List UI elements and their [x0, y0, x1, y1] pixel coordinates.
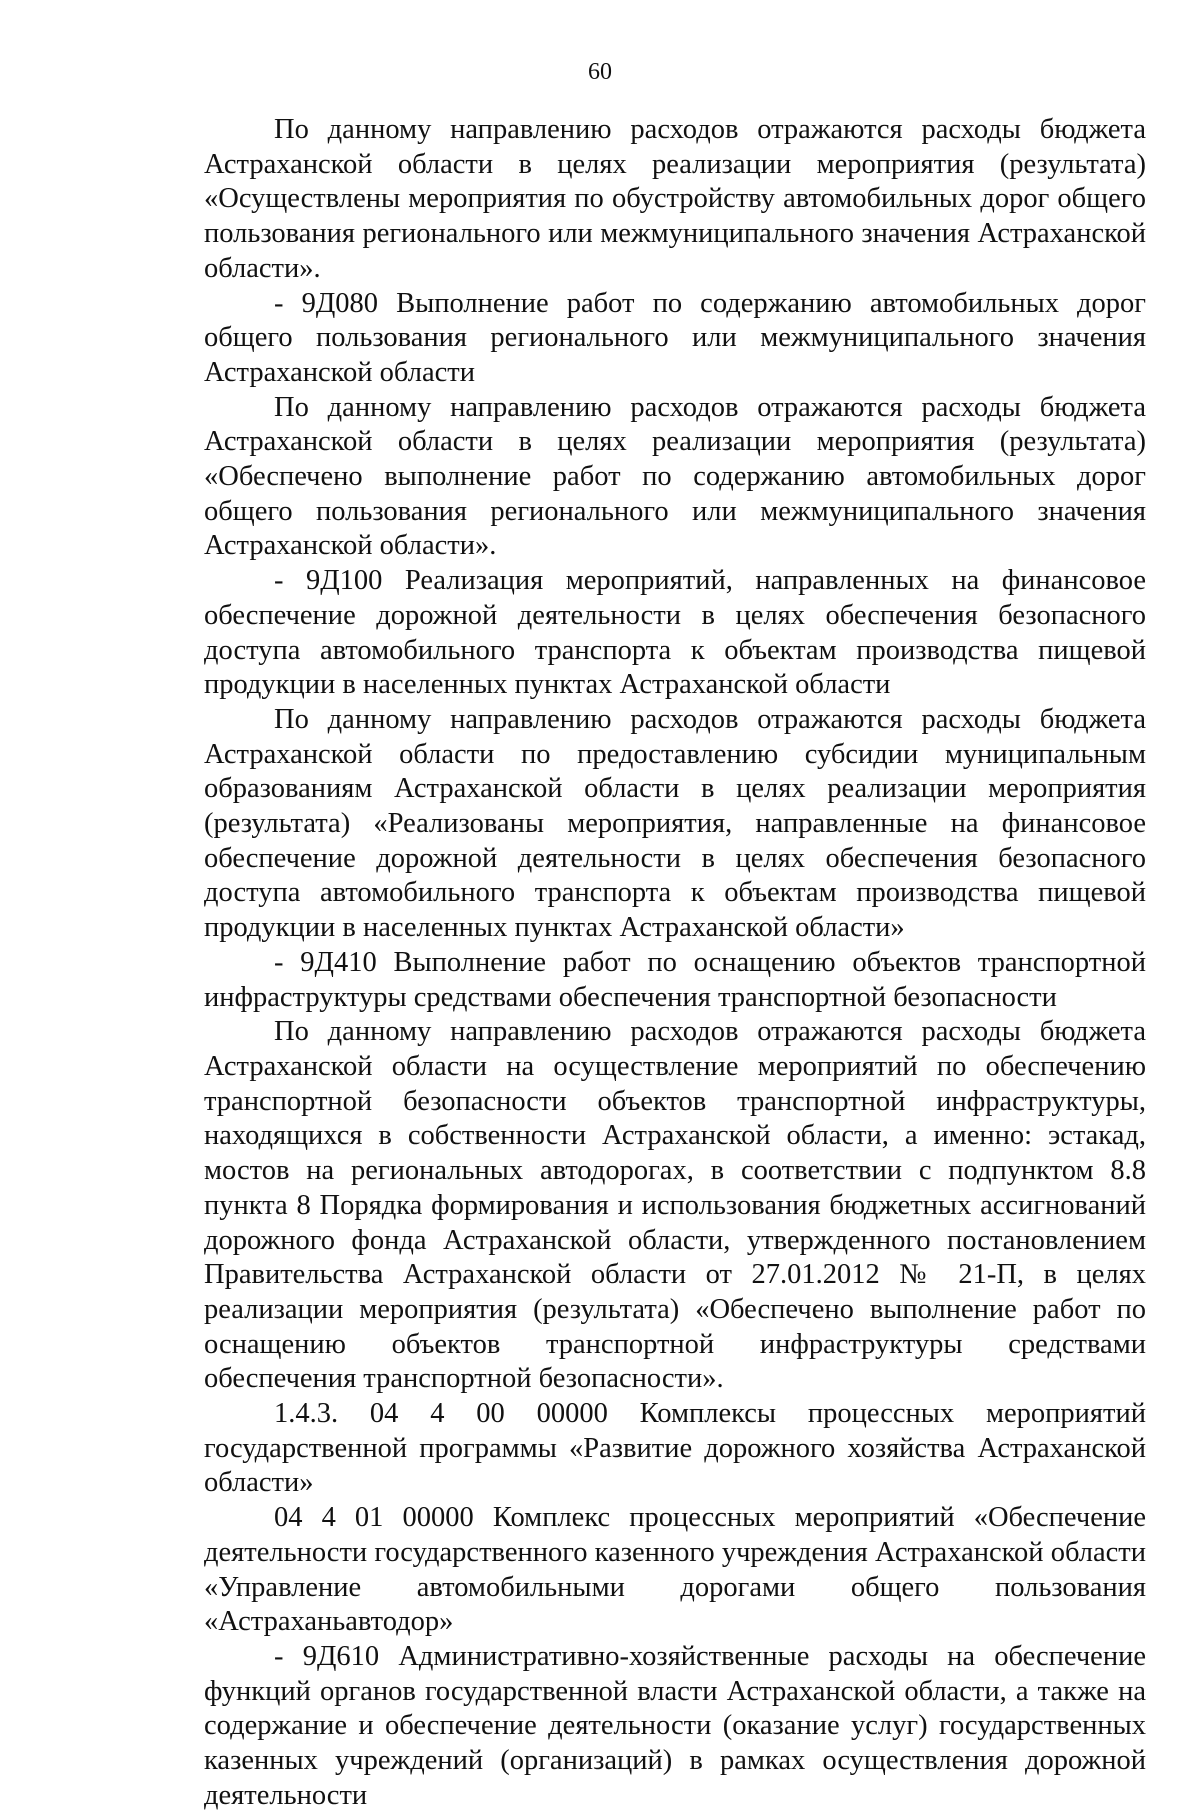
page-number: 60 — [588, 59, 612, 85]
paragraph-section-1-4-3: 1.4.3. 04 4 00 00000 Комплексы процессных мероприятий государственной программы «Развитие дорожного хозяйства Астраханской области» — [204, 1398, 1146, 1499]
paragraph-expense-description: По данному направлению расходов отражаются расходы бюджета Астраханской области по предоставлению субсидии муниципальным образованиям Астраханской области в целях реализации мероприятия (результата) «Реализованы мероприятия, направленные на финансовое обеспечение дорожной деятельности в целях обеспечения безопасного доступа автомобильного транспорта к объектам производства пищевой продукции в населенных пунктах Астраханской области» — [204, 703, 1146, 944]
paragraph-expense-description: По данному направлению расходов отражаются расходы бюджета Астраханской области в целях реализации мероприятия (результата) «Обеспечено выполнение работ по содержанию автомобильных дорог общего пользования регионального или межмуниципального значения Астраханской области». — [204, 391, 1146, 562]
paragraph-code-9d410: - 9Д410 Выполнение работ по оснащению объектов транспортной инфраструктуры средствами обеспечения транспортной безопасности — [204, 946, 1146, 1013]
paragraph-code-9d080: - 9Д080 Выполнение работ по содержанию автомобильных дорог общего пользования регионального или межмуниципального значения Астраханской области — [204, 287, 1146, 388]
document-body — [204, 113, 1146, 1813]
paragraph-code-9d100: - 9Д100 Реализация мероприятий, направленных на финансовое обеспечение дорожной деятельности в целях обеспечения безопасного доступа автомобильного транспорта к объектам производства пищевой продукции в населенных пунктах Астраханской области — [204, 565, 1146, 701]
paragraph-code-9d610: - 9Д610 Административно-хозяйственные расходы на обеспечение функций органов государственной власти Астраханской области, а также на содержание и обеспечение деятельности (оказание услуг) государственных казенных учреждений (организаций) в рамках осуществления дорожной деятельности — [204, 1640, 1146, 1811]
paragraph-expense-description: По данному направлению расходов отражаются расходы бюджета Астраханской области в целях реализации мероприятия (результата) «Осуществлены мероприятия по обустройству автомобильных дорог общего пользования регионального или межмуниципального значения Астраханской области». — [204, 114, 1146, 284]
paragraph-expense-description: По данному направлению расходов отражаются расходы бюджета Астраханской области на осуществление мероприятий по обеспечению транспортной безопасности объектов транспортной инфраструктуры, находящихся в собственности Астраханской области, а именно: эстакад, мостов на региональных автодорогах, в соответствии с подпунктом 8.8 пункта 8 Порядка формирования и использования бюджетных ассигнований дорожного фонда Астраханской области, утвержденного постановлением Правительства Астраханской области от 27.01.2012 № 21-П, в целях реализации мероприятия (результата) «Обеспечено выполнение работ по оснащению объектов транспортной инфраструктуры средствами обеспечения транспортной безопасности». — [204, 1016, 1146, 1395]
paragraph-complex-04-4-01: 04 4 01 00000 Комплекс процессных мероприятий «Обеспечение деятельности государственного казенного учреждения Астраханской области «Управление автомобильными дорогами общего пользования «Астраханьавтодор» — [204, 1502, 1146, 1638]
